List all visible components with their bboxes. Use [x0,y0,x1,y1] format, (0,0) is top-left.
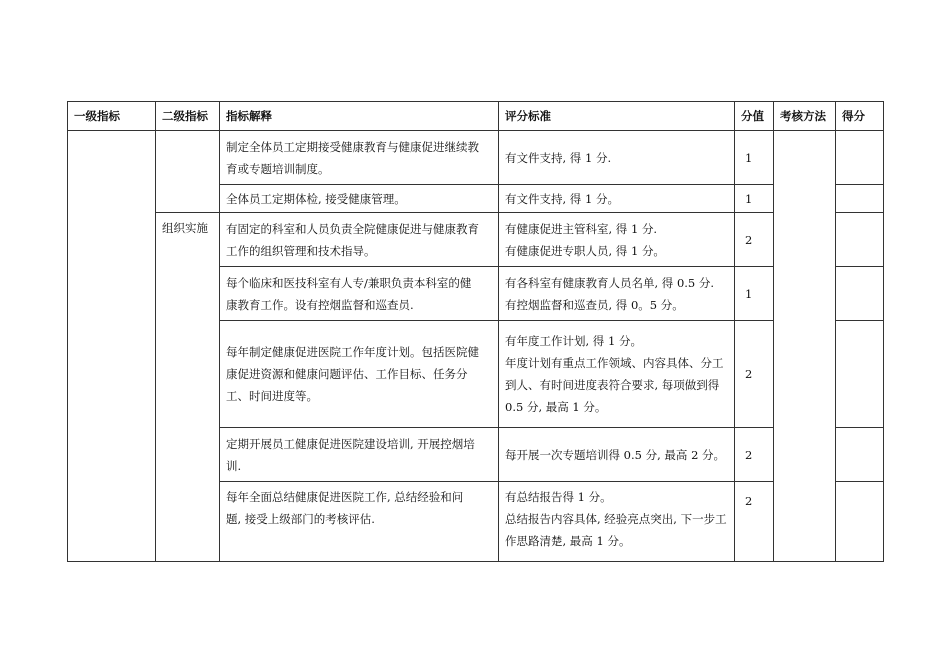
standard-cell: 有各科室有健康教育人员名单, 得 0.5 分. 有控烟监督和巡查员, 得 0。5 分。 [499,267,735,321]
header-level1: 一级指标 [68,102,156,131]
header-result: 得分 [836,102,884,131]
result-cell [836,428,884,482]
level1-cell [68,131,156,562]
result-cell [836,267,884,321]
explain-cell: 每个临床和医技科室有人专/兼职负责本科室的健 康教育工作。设有控烟监督和巡查员. [220,267,499,321]
standard-cell: 每开展一次专题培训得 0.5 分, 最高 2 分。 [499,428,735,482]
score-cell: 2 [735,482,774,562]
standard-cell: 有年度工作计划, 得 1 分。 年度计划有重点工作领域、内容具体、分工 到人、有时间进度表符合要求, 每项做到得 0.5 分, 最高 1 分。 [499,321,735,428]
header-standard: 评分标准 [499,102,735,131]
score-cell: 1 [735,185,774,213]
assessment-table [67,101,884,562]
result-cell [836,482,884,562]
score-cell: 1 [735,131,774,185]
standard-cell: 有文件支持, 得 1 分。 [499,185,735,213]
score-cell: 2 [735,321,774,428]
header-method: 考核方法 [774,102,836,131]
standard-cell: 有文件支持, 得 1 分. [499,131,735,185]
score-cell: 1 [735,267,774,321]
header-explain: 指标解释 [220,102,499,131]
result-cell [836,213,884,267]
explain-cell: 有固定的科室和人员负责全院健康促进与健康教育 工作的组织管理和技术指导。 [220,213,499,267]
result-cell [836,131,884,185]
result-cell [836,185,884,213]
score-cell: 2 [735,428,774,482]
header-row [68,102,884,131]
header-level2: 二级指标 [156,102,220,131]
explain-cell: 每年制定健康促进医院工作年度计划。包括医院健 康促进资源和健康问题评估、工作目标、任务分 工、时间进度等。 [220,321,499,428]
result-cell [836,321,884,428]
table-row [68,131,884,185]
table-row [68,213,884,267]
header-score: 分值 [735,102,774,131]
explain-cell: 定期开展员工健康促进医院建设培训, 开展控烟培 训. [220,428,499,482]
level2-cell [156,131,220,213]
level2-cell: 组织实施 [156,213,220,562]
explain-cell: 全体员工定期体检, 接受健康管理。 [220,185,499,213]
standard-cell: 有健康促进主管科室, 得 1 分. 有健康促进专职人员, 得 1 分。 [499,213,735,267]
standard-cell: 有总结报告得 1 分。 总结报告内容具体, 经验亮点突出, 下一步工 作思路清楚, 最高 1 分。 [499,482,735,562]
score-cell: 2 [735,213,774,267]
explain-cell: 每年全面总结健康促进医院工作, 总结经验和问 题, 接受上级部门的考核评估. [220,482,499,562]
method-cell [774,131,836,562]
explain-cell: 制定全体员工定期接受健康教育与健康促进继续教 育或专题培训制度。 [220,131,499,185]
